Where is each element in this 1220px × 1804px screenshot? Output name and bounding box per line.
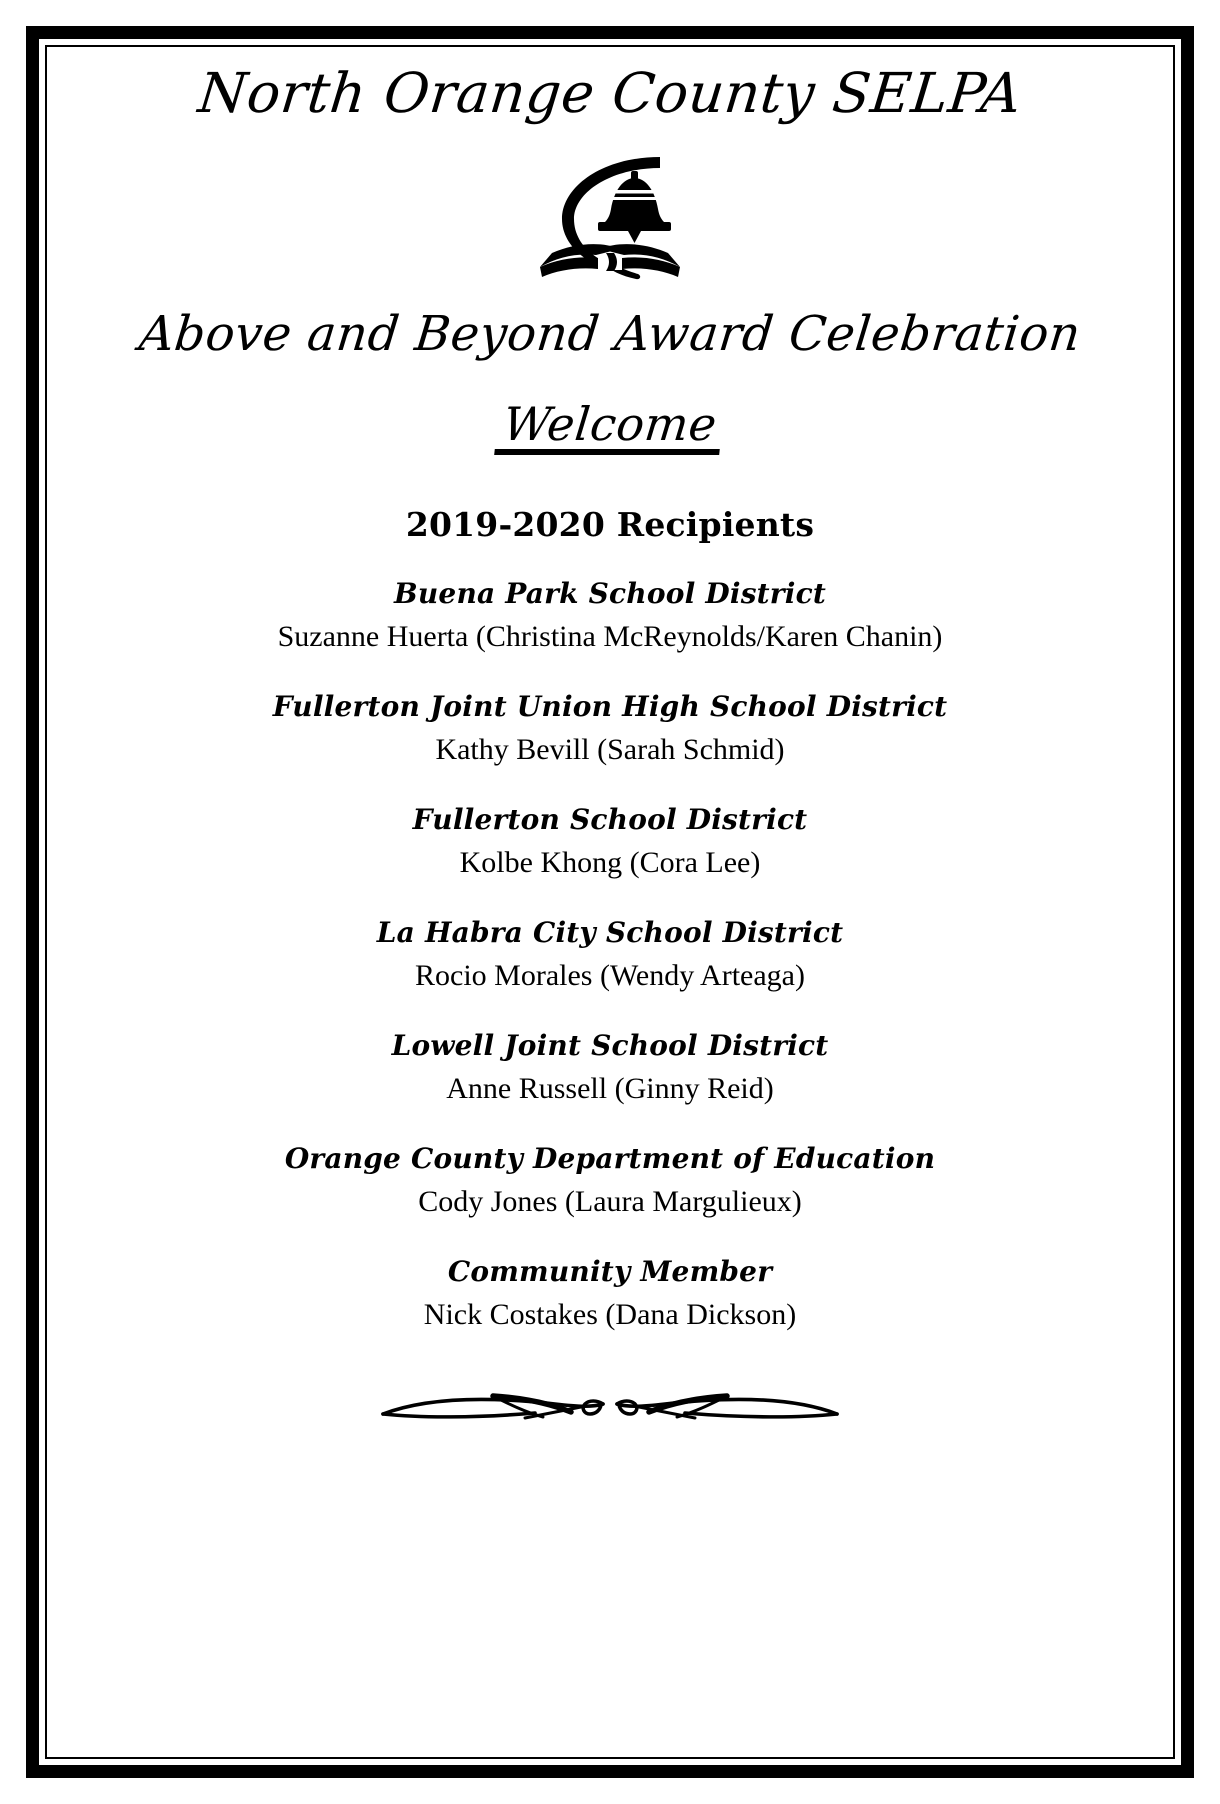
recipient-entry (95, 689, 1125, 769)
district-name: Fullerton School District (412, 803, 808, 837)
recipient-names: Rocio Morales (Wendy Arteaga) (415, 959, 805, 993)
selpa-bell-and-book-logo (95, 149, 1125, 281)
recipients-heading: 2019-2020 Recipients (405, 505, 815, 545)
district-name: Buena Park School District (394, 577, 826, 611)
recipient-names: Kolbe Khong (Cora Lee) (459, 846, 761, 880)
district-name: Fullerton Joint Union High School District (272, 690, 948, 724)
recipient-entry (95, 1254, 1125, 1334)
decorative-flourish (95, 1374, 1125, 1434)
district-name: Lowell Joint School District (391, 1029, 829, 1063)
recipient-list (95, 576, 1125, 1334)
recipient-entry (95, 915, 1125, 995)
program-content (47, 47, 1173, 1757)
district-name: Community Member (447, 1255, 773, 1289)
district-name: La Habra City School District (376, 916, 844, 950)
recipient-entry (95, 576, 1125, 656)
welcome-heading: Welcome (495, 401, 726, 455)
welcome-section (95, 397, 1125, 455)
organization-title: North Orange County SELPA (195, 61, 1025, 125)
recipient-names: Cody Jones (Laura Margulieux) (418, 1185, 802, 1219)
recipient-entry (95, 1141, 1125, 1221)
recipient-names: Anne Russell (Ginny Reid) (446, 1072, 774, 1106)
recipient-names: Kathy Bevill (Sarah Schmid) (435, 733, 785, 767)
recipient-names: Suzanne Huerta (Christina McReynolds/Karen Chanin) (277, 620, 943, 654)
district-name: Orange County Department of Education (284, 1142, 936, 1176)
event-title: Above and Beyond Award Celebration (136, 305, 1084, 362)
recipient-names: Nick Costakes (Dana Dickson) (423, 1298, 797, 1332)
recipient-entry (95, 1028, 1125, 1108)
recipient-entry (95, 802, 1125, 882)
